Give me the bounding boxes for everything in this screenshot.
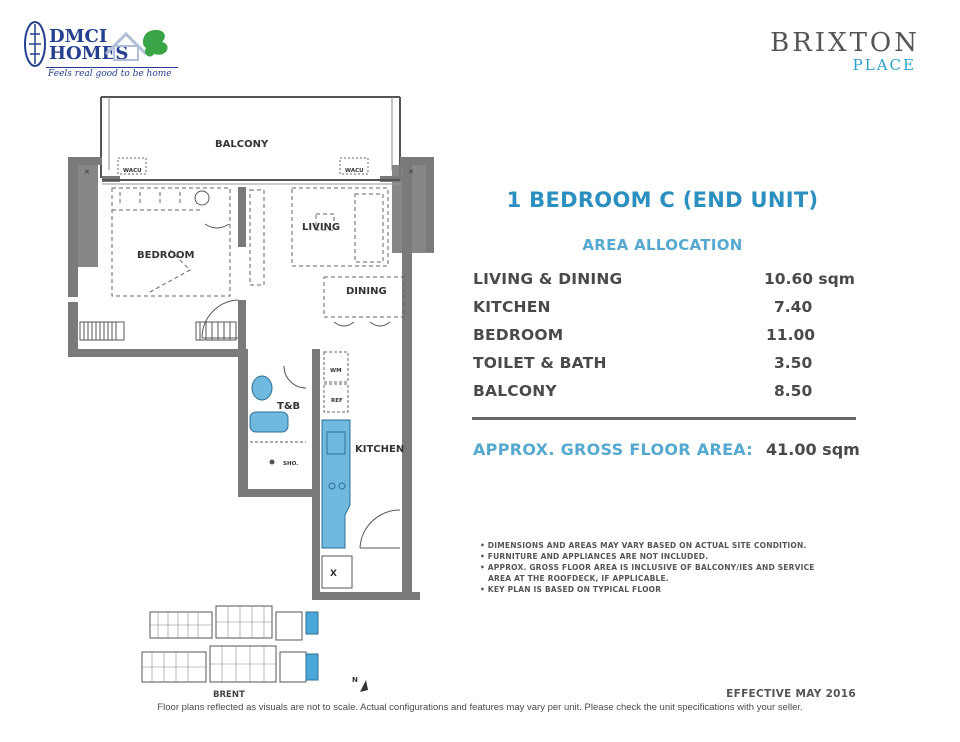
note-item: • KEY PLAN IS BASED ON TYPICAL FLOOR [480,585,662,594]
svg-text:✕: ✕ [84,168,90,176]
bed [112,188,230,296]
balcony-label: BALCONY [215,139,269,150]
balcony-outline [101,97,400,178]
walls [68,157,434,600]
shower-label: SHO. [283,461,299,467]
toilet-and-bath [250,366,306,465]
dining-label: DINING [346,286,387,297]
svg-text:✕: ✕ [408,168,414,176]
dmci-homes-logo [24,18,194,84]
area-value: 8.50 [774,382,813,400]
area-value: 3.50 [774,354,813,372]
chair-icon [205,224,229,228]
area-heading: AREA ALLOCATION [582,236,743,254]
unit-highlight [306,654,318,680]
area-row [472,270,857,298]
bedroom-door [202,300,238,338]
dining-chair-icon [334,322,354,326]
kitchen-label: KITCHEN [355,444,405,455]
wm-label: WM [330,368,342,374]
floor-plan [60,92,440,604]
logo-line2: HOMES [49,43,129,64]
brand-name: BRIXTON [770,28,920,58]
note-item: • FURNITURE AND APPLIANCES ARE NOT INCLUDED. [480,552,709,561]
living-label: LIVING [302,222,341,233]
dining-table [324,277,404,317]
logo-emblem-icon [24,20,46,68]
area-value: 10.60 sqm [764,270,855,288]
area-table [472,270,857,410]
notes [480,540,840,595]
area-row [472,382,857,410]
living-set [250,188,388,285]
lamp-icon [195,191,209,205]
wacu-right-label: WACU [345,168,364,174]
area-label: TOILET & BATH [473,354,607,372]
area-row [472,298,857,326]
gross-area-label: APPROX. GROSS FLOOR AREA: [473,440,753,459]
area-value: 11.00 [766,326,816,344]
note-item: • DIMENSIONS AND AREAS MAY VARY BASED ON ACTUAL SITE CONDITION. [480,541,807,550]
logo-line1: DMCI [49,26,108,47]
logo-house-icon [102,24,174,64]
dining-chair-icon [370,322,390,326]
kitchen-counter [322,420,350,548]
wacu-left-label: WACU [123,168,142,174]
unit-title: 1 BEDROOM C (END UNIT) [506,188,819,212]
area-label: BALCONY [473,382,557,400]
unit-highlight [306,612,318,634]
note-item: AREA AT THE ROOFDECK, IF APPLICABLE. [488,574,669,583]
svg-text:X: X [330,569,337,579]
key-plan [140,600,340,692]
bedroom-label: BEDROOM [137,250,195,261]
north-arrow-icon [358,678,374,694]
area-row [472,326,857,354]
brent-label: BRENT [213,690,245,700]
area-label: BEDROOM [473,326,564,344]
note-item: • APPROX. GROSS FLOOR AREA IS INCLUSIVE OF BALCONY/IES AND SERVICE [480,563,815,572]
area-row [472,354,857,382]
wardrobe [80,322,236,340]
logo-rule [46,67,178,68]
brand-sub: PLACE [852,56,916,74]
entry-door [360,510,400,548]
gross-area-value: 41.00 sqm [766,440,860,459]
area-label: LIVING & DINING [473,270,623,288]
effective-date: EFFECTIVE MAY 2016 [726,688,856,700]
area-value: 7.40 [774,298,813,316]
logo-tagline: Feels real good to be home [48,69,172,79]
north-label: N [352,676,358,684]
shaft [322,556,352,588]
disclaimer: Floor plans reflected as visuals are not to scale. Actual configurations and features may vary per unit. Please check the unit specifications with your seller. [157,702,803,713]
tb-label: T&B [277,401,301,412]
table-divider [472,417,856,420]
ref-label: REF [331,398,343,404]
area-label: KITCHEN [473,298,551,316]
